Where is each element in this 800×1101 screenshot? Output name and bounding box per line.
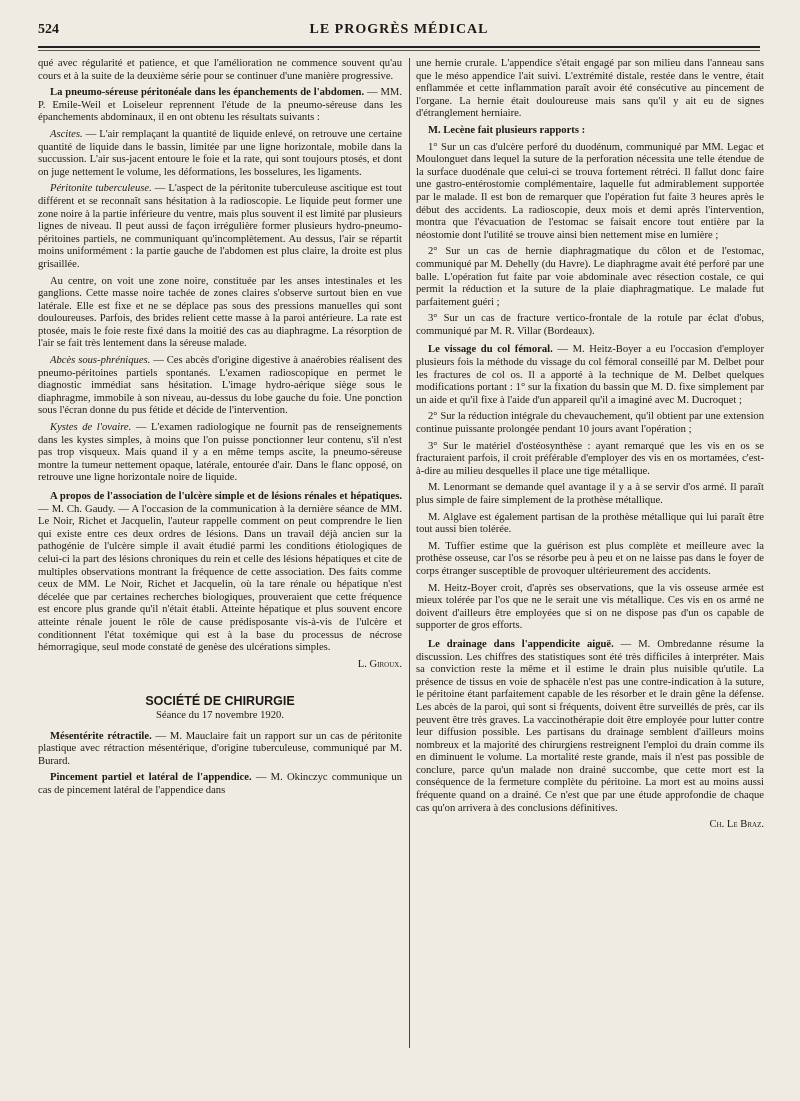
section-body: — L'examen radiologique ne fournit pas de renseignements dans les kystes simples, à moins que l'on puisse ponctionner leur contenu, s'il n'est pas trop visqueux. Mais quand il y a en même temps ascite, la pneumo-séreuse montre la tumeur nettement opaque, latérale, entourée d'air. Dans le flanc opposé, on retrouve une ligne horizontale noire de liquide. xyxy=(38,422,403,484)
article-body: — M. Mauclaire fait un rapport sur un cas de péritonite plastique avec rétraction mésentérique, d'origine tuberculeuse, communiqué par M. Burard. xyxy=(38,730,402,767)
section-ascites xyxy=(38,129,402,179)
journal-title: LE PROGRÈS MÉDICAL xyxy=(309,22,489,37)
article-title: La pneumo-séreuse péritonéale dans les épanchements de l'abdomen. xyxy=(50,87,365,99)
article-body: — M. Ombredanne résume la discussion. Les chiffres des statistiques sont été très difficiles à interpréter. Mais sa conviction reste la même et il estime le drain plus nuisible qu'utile. La présence de tissus en voie de sphacèle n'est pas une contre-indication à la suture, le péritoine étant parfaitement capable de les résorber et le drain gêne la défense. Les abcès de la paroi, qui sont si fréquents, doivent être surveillés de près, car ils peuvent être très graves. La vaccinothérapie doit être employée pour lutter contre leur diffusion possible. Les partisans du drainage semblent d'ailleurs moins nombreux et la majorité des chirurgiens restreignent l'emploi du drain comme ils en diminuent le volume. La mortalité reste grande, mais il n'est pas possible de conclure, parce qu'un malade non drainé succombe, que cette mort est la conséquence de la fermeture complète du péritoine. La mort est au moins aussi fréquente quand on a drainé. Ce n'est que par une étude approfondie de chaque cas qu'on arrivera à des conclusions définitives. xyxy=(416,638,764,814)
section-body: — Ces abcès d'origine digestive à anaérobies réalisent des pneumo-péritoines partiels spontanés. L'examen radioscopique en permet le diagnostic immédiat sans hésitation. L'image hydro-aérique siège sous le diaphragme, immobile à son niveau, au-dessus du lobe gauche du foie. Une ponction sous l'écran donne du pus fétide et décide de l'intervention. xyxy=(38,355,402,417)
article-pincement xyxy=(38,772,402,797)
header-rule-thin xyxy=(38,50,760,51)
report-item: 1° Sur un cas d'ulcère perforé du duodénum, communiqué par MM. Legac et Moulonguet dans lequel la suture de la perforation nécessita une telle étendue de la surface duodénale que celui-ci se trouva fortement rétréci. Il fallut donc faire une gastro-entérostomie complémentaire, laquelle fut admirablement supportée par le malade. Il est bon de remarquer que l'opération fut faite 3 heures après le début des accidents. La radioscopie, deux mois et demi après l'intervention, montra que l'évacuation de l'estomac se faisait encore tout entière par la néostomie dont l'utilité se trouve ainsi bien nettement mise en lumière ; xyxy=(416,141,764,241)
paragraph: M. Tuffier estime que la guérison est plus complète et meilleure avec la prothèse osseuse, car l'os se résorbe peu à peu et on ne laisse pas dans le foyer de corps étranger susceptible de provoquer ultérieurement des accidents. xyxy=(416,540,764,577)
paragraph: qué avec régularité et patience, et que l'amélioration ne commence souvent qu'au cours et à la suite de la deuxième série pour se continuer d'une manière progressive. xyxy=(38,58,402,82)
paragraph: 3° Sur le matériel d'ostéosynthèse : ayant remarqué que les vis en os se fracturaient parfois, il croit préférable d'employer des vis en os mortamées, c'est-à-dire au milieu desquelles il place une tige métallique. xyxy=(416,440,764,477)
page-number: 524 xyxy=(38,22,59,37)
reports-heading: M. Lecène fait plusieurs rapports : xyxy=(428,124,586,136)
article-title: Le drainage dans l'appendicite aiguë. xyxy=(428,638,614,650)
article-body: — MM. P. Emile-Weil et Loiseleur reprennent l'étude de la pneumo-séreuse dans les épanchements abdominaux, il en ont obtenu les résultats suivants : xyxy=(38,87,402,124)
article-title: Mésentérite rétractile. xyxy=(50,730,152,742)
report-item: 2° Sur un cas de hernie diaphragmatique du côlon et de l'estomac, communiqué par M. Dehelly (du Havre). Le diaphragme avait été perforé par une balle. L'opération fut faite par voie abdominale avec résection costale, ce qui permit la réduction et la suture de la plaie diaphragmatique. Le malade fut parfaitement guéri ; xyxy=(416,246,764,308)
article-body: — M. Okinczyc communique un cas de pincement latéral de l'appendice dans xyxy=(38,772,402,796)
article-title: Le vissage du col fémoral. xyxy=(428,344,553,356)
article-body: — M. Ch. Gaudy. — A l'occasion de la communication à la dernière séance de MM. Le Noir, Richet et Jacquelin, l'auteur rappelle comment on peut comprendre le lien qui existe entre ces deux ordres de lésions. Dans un travail déjà ancien sur la pathogénie de l'ulcère simple il avait étudié parmi les conditions étiologiques de celui-ci la part des lésions chroniques du rein et celle des lésions hépatiques et cite de multiples observations montrant la fréquence de cette association. Des faits comme ceux de MM. Le Noir, Richet et Jacquelin, où la tare rénale ou hépatique n'est décelée que par certaines recherches biologiques, prouveraient que cette fréquence est encore plus grande qu'il n'était établi. Atteinte hépatique et plus souvent encore atteinte rénale jouent le rôle de cause prédisposante vis-à-vis de l'ulcère et conditionnent l'état toxémique qui est à la base du processus de nécrose hémorragique, seul mode constaté de genèse des ulcérations simples. xyxy=(38,503,402,654)
right-column xyxy=(416,58,764,834)
article-mesenterite xyxy=(38,731,402,769)
section-label: Abcès sous-phréniques. xyxy=(50,355,151,367)
paragraph: M. Alglave est également partisan de la prothèse métallique qui lui paraît être tout aussi bien tolérée. xyxy=(416,511,764,536)
paragraph: une hernie crurale. L'appendice s'était engagé par son milieu dans l'anneau sans que le méso appendice l'ait suivi. L'extrémité distale, restée dans le ventre, était enflammée et cette inflammation paraît avoir été consécutive au pincement de l'organe. La hernie était douloureuse mais sans qu'il y ait eu de signes d'étranglement herniaire. xyxy=(416,58,764,120)
section-label: Kystes de l'ovaire. xyxy=(50,422,132,434)
section-body: — L'aspect de la péritonite tuberculeuse ascitique est tout différent et se reconnaît sans hésitation à la radioscopie. Le liquide peut former une zone noire à la partie inférieure du ventre, mais plus souvent il est limité par plusieurs lignes de niveau. Il peut aussi de façon irrégulière former plusieurs hydro-pneumo-péritoines partiels, ne communiquant qu'incomplètement. Au dessus, l'air se répartit moins uniformément : la partie gauche de l'abdomen est plus claire, la droite est plus grisaillée. xyxy=(38,183,402,270)
section-label: Péritonite tuberculeuse. xyxy=(50,183,152,195)
section-label: Ascites. xyxy=(50,128,83,140)
author-signature: Ch. Le Braz. xyxy=(709,819,764,831)
paragraph: 2° Sur la réduction intégrale du chevauchement, qu'il obtient par une extension continue puissante prolongée pendant 10 jours avant l'opération ; xyxy=(416,411,764,436)
article-drainage xyxy=(416,639,764,815)
section-kystes xyxy=(38,422,402,485)
section-peritonite xyxy=(38,183,402,271)
article-body: — M. Heitz-Boyer a eu l'occasion d'employer plusieurs fois la méthode du vissage du col fémoral conseillé par M. Delbet pour les fractures de col os. Il a apporté à la technique de M. Delbet quelques modifications portant : 1° sur la fixation du bassin que M. D. fixe simplement par un aide et qu'il fixe à l'aide d'un appareil qu'il a imaginé avec M. Ducroquet ; xyxy=(416,344,765,406)
left-column xyxy=(38,58,402,801)
header-rule xyxy=(38,46,760,48)
section-body: — L'air remplaçant la quantité de liquide enlevé, on retrouve une certaine quantité de liquide dans le bassin, limitée par une ligne horizontale, mobile dans la succussion. L'air sus-jacent entoure le foie et la rate, qui sont toujours ptosés, et dont on juge nettement le volume, les déformations, les bosselures, les ligaments. xyxy=(38,128,402,178)
report-item: 3° Sur un cas de fracture vertico-frontale de la rotule par éclat d'obus, communiqué par M. R. Villar (Bordeaux). xyxy=(416,313,764,337)
session-date: Séance du 17 novembre 1920. xyxy=(156,709,284,721)
article-pneumo-sereuse xyxy=(38,87,402,125)
article-title: Pincement partiel et latéral de l'appendice. xyxy=(50,772,252,784)
article-vissage xyxy=(416,344,764,407)
society-heading: SOCIÉTÉ DE CHIRURGIE xyxy=(145,694,295,709)
paragraph: Au centre, on voit une zone noire, constituée par les anses intestinales et les ganglions. Cette masse noire tachée de zones claires s'observe surtout bien en vue latérale. Elle est fixe et ne se déplace pas sous des pressions manuelles qui sont douloureuses. Parfois, des brides relient cette masse à la paroi antérieure. La rate est ptosée, mais le foie reste fixé dans la moitié des cas au diaphragme. La résorption de l'air se fait très lentement dans la séreuse malade. xyxy=(38,275,402,350)
author-signature: L. Giroux. xyxy=(357,658,402,670)
column-divider xyxy=(409,58,410,1048)
article-title: A propos de l'association de l'ulcère simple et de lésions rénales et hépatiques. xyxy=(50,491,402,502)
section-abces xyxy=(38,355,402,418)
page-header xyxy=(38,22,760,44)
article-ulcere xyxy=(38,491,402,655)
paragraph: M. Heitz-Boyer croit, d'après ses observations, que la vis osseuse armée est mieux tolérée par l'os que ne le serait une vis métallique. Ces vis en os armé ne doivent d'ailleurs être employées que si on ne dispose pas d'un os capable de supporter de gros efforts. xyxy=(416,582,764,632)
paragraph: M. Lenormant se demande quel avantage il y a à se servir d'os armé. Il paraît plus simple de faire simplement de la prothèse métallique. xyxy=(416,482,764,506)
